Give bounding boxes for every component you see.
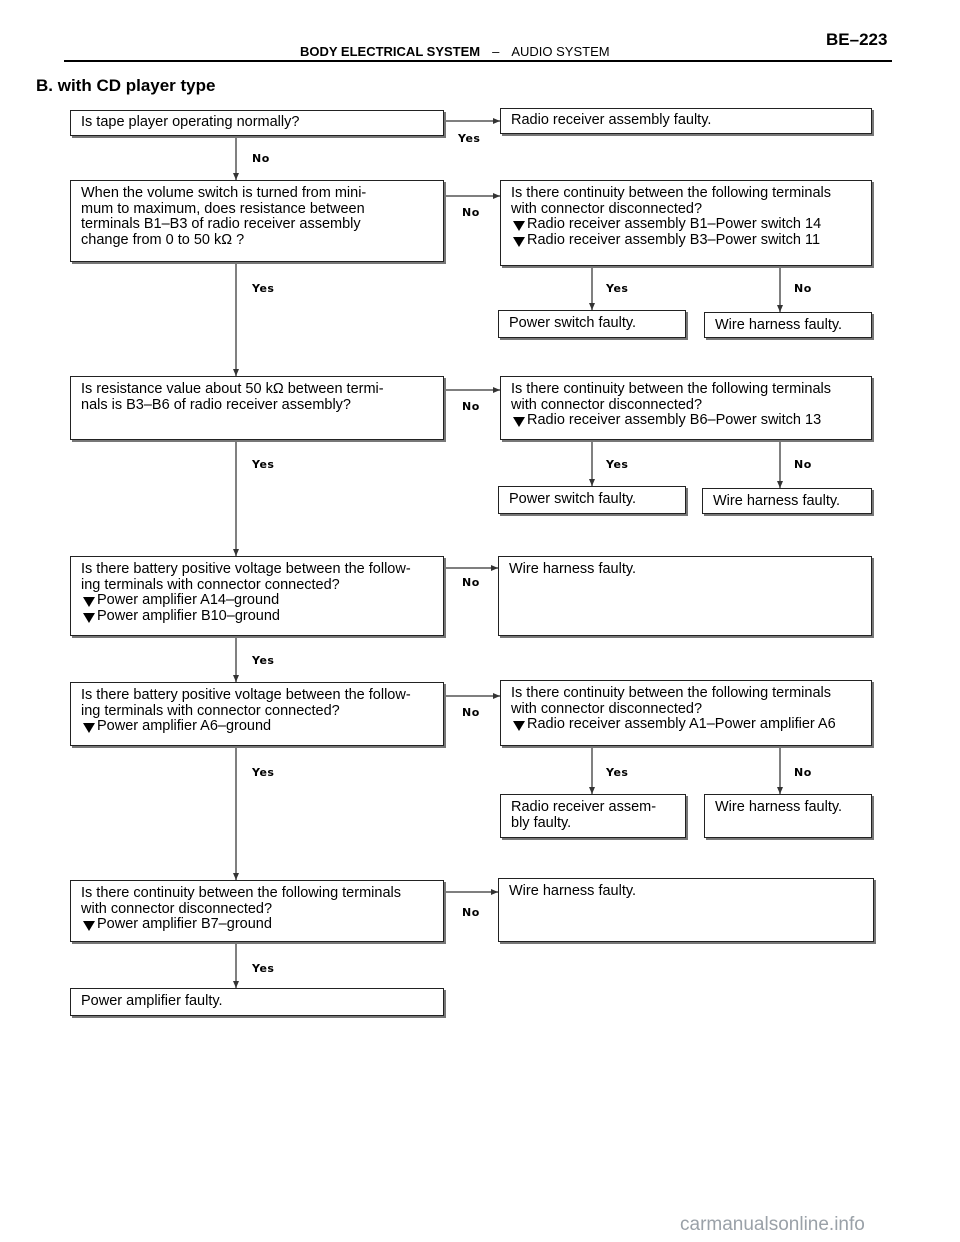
question-volume-switch-resistance bbox=[70, 180, 444, 262]
box-text-line: bly faulty. bbox=[511, 814, 572, 831]
question-tape-player bbox=[70, 110, 444, 136]
box-text-line: mum to maximum, does resistance between bbox=[81, 200, 365, 217]
result-radio-receiver-faulty bbox=[500, 108, 872, 134]
result-wire-harness-faulty-1 bbox=[704, 312, 872, 338]
result-power-amplifier-faulty bbox=[70, 988, 444, 1016]
label-yes: Yes bbox=[252, 458, 275, 471]
box-text-line: with connector disconnected? bbox=[511, 396, 703, 413]
box-text-line: Wire harness faulty. bbox=[509, 883, 637, 899]
bullet-text: Power amplifier B7–ground bbox=[97, 916, 272, 932]
watermark: carmanualsonline.info bbox=[680, 1214, 865, 1235]
bullet-triangle-icon bbox=[513, 221, 525, 231]
label-yes: Yes bbox=[606, 458, 629, 471]
bullet-item bbox=[81, 917, 433, 933]
box-text-line: Is tape player operating normally? bbox=[81, 114, 300, 130]
arrowhead-down-icon bbox=[233, 873, 239, 880]
bullet-item bbox=[511, 717, 861, 733]
label-yes: Yes bbox=[252, 282, 275, 295]
box-text-line: with connector disconnected? bbox=[511, 700, 703, 717]
box-text-line: Power switch faulty. bbox=[509, 315, 637, 331]
arrowhead-down-icon bbox=[589, 303, 595, 310]
box-text-line: Is there continuity between the following terminals bbox=[511, 381, 831, 397]
box-text-line: with connector disconnected? bbox=[511, 200, 703, 217]
arrowhead-right-icon bbox=[493, 387, 500, 393]
section-title: B. with CD player type bbox=[36, 76, 216, 95]
box-text-line: Is there battery positive voltage between the follow- bbox=[81, 561, 411, 577]
arrowhead-down-icon bbox=[589, 479, 595, 486]
arrowhead-down-icon bbox=[233, 369, 239, 376]
header-section: BODY ELECTRICAL SYSTEM bbox=[300, 44, 481, 59]
box-text-line: Power switch faulty. bbox=[509, 491, 637, 507]
label-no: No bbox=[462, 206, 480, 219]
label-no: No bbox=[462, 576, 480, 589]
question-resistance-b3-b6 bbox=[70, 376, 444, 440]
arrowhead-down-icon bbox=[233, 173, 239, 180]
bullet-text: Radio receiver assembly B1–Power switch 14 bbox=[527, 216, 822, 232]
bullet-item bbox=[511, 233, 861, 249]
result-power-switch-faulty-1 bbox=[498, 310, 686, 338]
bullet-triangle-icon bbox=[513, 417, 525, 427]
bullet-triangle-icon bbox=[83, 597, 95, 607]
bullet-item bbox=[511, 217, 861, 233]
box-text-line: nals is B3–B6 of radio receiver assembly? bbox=[81, 396, 351, 413]
question-battery-voltage-a14-b10 bbox=[70, 556, 444, 636]
arrowhead-right-icon bbox=[491, 565, 498, 571]
question-continuity-b7-ground bbox=[70, 880, 444, 942]
box-text-line: Is resistance value about 50 kΩ between termi- bbox=[81, 381, 384, 397]
result-wire-harness-faulty-5 bbox=[498, 878, 874, 942]
bullet-triangle-icon bbox=[513, 721, 525, 731]
check-continuity-power-switch-13 bbox=[500, 376, 872, 440]
bullet-triangle-icon bbox=[83, 921, 95, 931]
box-text-line: Radio receiver assembly faulty. bbox=[511, 112, 712, 128]
label-yes: Yes bbox=[606, 282, 629, 295]
box-text-line: Is there continuity between the following terminals bbox=[81, 885, 401, 901]
label-no: No bbox=[462, 706, 480, 719]
arrowhead-right-icon bbox=[491, 889, 498, 895]
box-text-line: When the volume switch is turned from mini- bbox=[81, 185, 367, 201]
label-yes: Yes bbox=[458, 132, 481, 145]
box-text-line: ing terminals with connector connected? bbox=[81, 576, 340, 593]
bullet-text: Power amplifier A14–ground bbox=[97, 592, 280, 608]
result-wire-harness-faulty-2 bbox=[702, 488, 872, 514]
check-continuity-power-amplifier-a6 bbox=[500, 680, 872, 746]
box-text-line: Wire harness faulty. bbox=[715, 317, 843, 333]
arrowhead-down-icon bbox=[233, 675, 239, 682]
arrowhead-down-icon bbox=[589, 787, 595, 794]
box-text-line: Radio receiver assem- bbox=[511, 799, 657, 815]
label-no: No bbox=[462, 906, 480, 919]
arrowhead-down-icon bbox=[233, 549, 239, 556]
arrowhead-right-icon bbox=[493, 193, 500, 199]
bullet-triangle-icon bbox=[83, 613, 95, 623]
box-text-line: Is there battery positive voltage between the follow- bbox=[81, 687, 411, 703]
label-no: No bbox=[794, 282, 812, 295]
arrowhead-right-icon bbox=[493, 693, 500, 699]
label-no: No bbox=[462, 400, 480, 413]
box-text-line: with connector disconnected? bbox=[81, 900, 273, 917]
result-radio-receiver-faulty-2 bbox=[500, 794, 686, 838]
bullet-item bbox=[81, 593, 433, 609]
arrowhead-down-icon bbox=[777, 481, 783, 488]
result-power-switch-faulty-2 bbox=[498, 486, 686, 514]
label-no: No bbox=[794, 766, 812, 779]
check-continuity-power-switch-14-11 bbox=[500, 180, 872, 266]
result-wire-harness-faulty-4 bbox=[704, 794, 872, 838]
bullet-text: Power amplifier A6–ground bbox=[97, 718, 272, 734]
box-text-line: change from 0 to 50 kΩ ? bbox=[81, 231, 245, 248]
bullet-item bbox=[81, 609, 433, 625]
bullet-triangle-icon bbox=[513, 237, 525, 247]
header-separator: – bbox=[492, 44, 500, 59]
arrowhead-down-icon bbox=[233, 981, 239, 988]
box-text-line: Wire harness faulty. bbox=[713, 493, 841, 509]
label-no: No bbox=[794, 458, 812, 471]
box-text-line: Power amplifier faulty. bbox=[81, 993, 223, 1009]
header-subsection: AUDIO SYSTEM bbox=[511, 44, 610, 59]
bullet-text: Radio receiver assembly B3–Power switch 11 bbox=[527, 231, 821, 248]
question-battery-voltage-a6 bbox=[70, 682, 444, 746]
bullet-text: Radio receiver assembly B6–Power switch 13 bbox=[527, 412, 822, 428]
box-text-line: ing terminals with connector connected? bbox=[81, 702, 340, 719]
box-text-line: Is there continuity between the following terminals bbox=[511, 185, 831, 201]
bullet-triangle-icon bbox=[83, 723, 95, 733]
arrowhead-down-icon bbox=[777, 787, 783, 794]
box-text-line: Is there continuity between the following terminals bbox=[511, 685, 831, 701]
bullet-item bbox=[511, 413, 861, 429]
arrowhead-down-icon bbox=[777, 305, 783, 312]
bullet-text: Power amplifier B10–ground bbox=[97, 607, 280, 624]
box-text-line: Wire harness faulty. bbox=[509, 561, 637, 577]
label-yes: Yes bbox=[252, 766, 275, 779]
page-number: BE–223 bbox=[826, 30, 888, 49]
arrowhead-right-icon bbox=[493, 118, 500, 124]
result-wire-harness-faulty-3 bbox=[498, 556, 872, 636]
label-yes: Yes bbox=[606, 766, 629, 779]
box-text-line: Wire harness faulty. bbox=[715, 799, 843, 815]
label-no: No bbox=[252, 152, 270, 165]
label-yes: Yes bbox=[252, 962, 275, 975]
label-yes: Yes bbox=[252, 654, 275, 667]
bullet-item bbox=[81, 719, 433, 735]
box-text-line: terminals B1–B3 of radio receiver assembly bbox=[81, 216, 361, 232]
bullet-text: Radio receiver assembly A1–Power amplifier A6 bbox=[527, 716, 836, 732]
